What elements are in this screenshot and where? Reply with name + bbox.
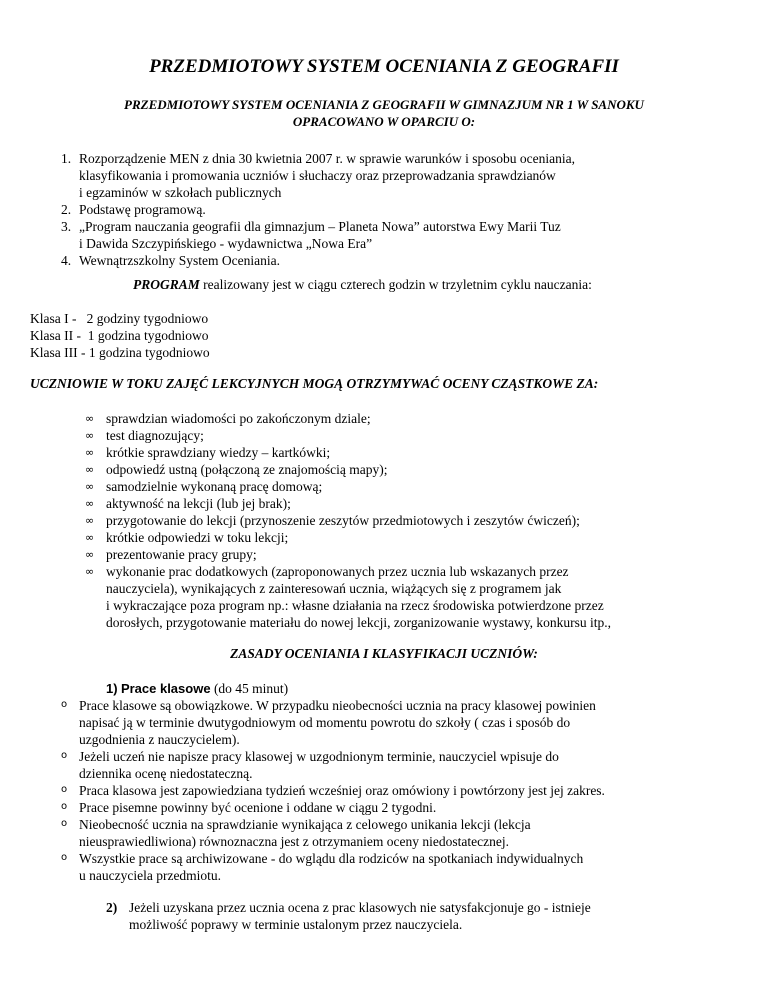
source-line: Wewnątrzszkolny System Oceniania. [79,253,280,268]
bullet-icon: ∞ [85,565,95,578]
grade-item: test diagnozujący; [106,428,204,443]
grade-item: aktywność na lekcji (lub jej brak); [106,496,291,511]
circle-bullet-icon: o [61,750,68,761]
grade-item: krótkie odpowiedzi w toku lekcji; [106,530,289,545]
rule-line: Praca klasowa jest zapowiedziana tydzień wcześniej oraz omówiony i powtórzony jest jej zakres. [79,783,605,798]
section-1-suffix: (do 45 minut) [210,681,289,696]
grade-item-continuation: dorosłych, przygotowanie materiału do nowej lekcji, zorganizowanie wystawy, konkursu itp., [106,615,611,630]
circle-bullet-icon: o [61,852,68,863]
rule-line: napisać ją w terminie dwutygodniowym od momentu powrotu do szkoły ( czas i sposób do [79,715,571,730]
class-hours-line: Klasa II - 1 godzina tygodniowo [30,328,209,343]
rules-heading: ZASADY OCENIANIA I KLASYFIKACJI UCZNIÓW: [230,646,538,661]
circle-bullet-icon: o [61,699,68,710]
grade-item: krótkie sprawdziany wiedzy – kartkówki; [106,445,331,460]
source-line: i egzaminów w szkołach publicznych [79,185,282,200]
section-2-line: możliwość poprawy w terminie ustalonym przez nauczyciela. [129,917,463,932]
source-line: Rozporządzenie MEN z dnia 30 kwietnia 2007 r. w sprawie warunków i sposobu oceniania, [79,151,575,166]
grade-item-continuation: i wykraczające poza program np.: własne działania na rzecz środowiska potwierdzone przez [106,598,604,613]
grade-item: wykonanie prac dodatkowych (zaproponowanych przez ucznia lub wskazanych przez [106,564,569,579]
source-number: 4. [61,253,72,268]
bullet-icon: ∞ [85,429,95,442]
bullet-icon: ∞ [85,480,95,493]
bullet-icon: ∞ [85,446,95,459]
rule-line: Prace pisemne powinny być ocenione i oddane w ciągu 2 tygodni. [79,800,437,815]
class-hours-line: Klasa I - 2 godziny tygodniowo [30,311,209,326]
source-line: „Program nauczania geografii dla gimnazjum – Planeta Nowa” autorstwa Ewy Marii Tuz [79,219,561,234]
rule-line: dziennika ocenę niedostateczną. [79,766,253,781]
document-title: PRZEDMIOTOWY SYSTEM OCENIANIA Z GEOGRAFII [149,56,619,77]
rule-line: Prace klasowe są obowiązkowe. W przypadku nieobecności ucznia na pracy klasowej powinien [79,698,596,713]
section-1-heading [106,680,288,697]
bullet-icon: ∞ [85,531,95,544]
bullet-icon: ∞ [85,548,95,561]
source-line: Podstawę programową. [79,202,206,217]
source-number: 3. [61,219,72,234]
circle-bullet-icon: o [61,801,68,812]
program-text: realizowany jest w ciągu czterech godzin w trzyletnim cyklu nauczania: [199,277,592,292]
circle-bullet-icon: o [61,784,68,795]
subtitle-line-1: PRZEDMIOTOWY SYSTEM OCENIANIA Z GEOGRAFII W GIMNAZJUM NR 1 W SANOKU [124,97,644,112]
rule-line: uzgodnienia z nauczycielem). [79,732,240,747]
section-1-label: Prace klasowe [120,681,211,696]
source-number: 2. [61,202,72,217]
rule-line: nieusprawiedliwiona) równoznaczna jest z otrzymaniem oceny niedostatecznej. [79,834,509,849]
source-number: 1. [61,151,72,166]
source-line: klasyfikowania i promowania uczniów i słuchaczy oraz przeprowadzania sprawdzianów [79,168,556,183]
grade-item: przygotowanie do lekcji (przynoszenie zeszytów przedmiotowych i zeszytów ćwiczeń); [106,513,580,528]
subtitle-line-2: OPRACOWANO W OPARCIU O: [292,114,476,129]
program-sentence [133,276,592,293]
grade-item: sprawdzian wiadomości po zakończonym dziale; [106,411,371,426]
rule-line: Wszystkie prace są archiwizowane - do wglądu dla rodziców na spotkaniach indywidualnych [79,851,584,866]
section-2-number: 2) [106,900,118,915]
bullet-icon: ∞ [85,497,95,510]
bullet-icon: ∞ [85,514,95,527]
rule-line: Nieobecność ucznia na sprawdzianie wynikająca z celowego unikania lekcji (lekcja [79,817,531,832]
bullet-icon: ∞ [85,412,95,425]
grade-item: prezentowanie pracy grupy; [106,547,257,562]
program-label: PROGRAM [133,277,200,292]
source-line: i Dawida Szczypińskiego - wydawnictwa „Nowa Era” [79,236,373,251]
bullet-icon: ∞ [85,463,95,476]
rule-line: Jeżeli uczeń nie napisze pracy klasowej w uzgodnionym terminie, nauczyciel wpisuje do [79,749,559,764]
grades-heading: UCZNIOWIE W TOKU ZAJĘĆ LEKCYJNYCH MOGĄ OTRZYMYWAĆ OCENY CZĄSTKOWE ZA: [30,376,599,391]
circle-bullet-icon: o [61,818,68,829]
class-hours-line: Klasa III - 1 godzina tygodniowo [30,345,210,360]
section-1-number: 1) [106,681,118,696]
rule-line: u nauczyciela przedmiotu. [79,868,222,883]
section-2-line: Jeżeli uzyskana przez ucznia ocena z prac klasowych nie satysfakcjonuje go - istnieje [129,900,591,915]
grade-item-continuation: nauczyciela), wynikających z zainteresowań ucznia, wiążących się z programem jak [106,581,562,596]
grade-item: odpowiedź ustną (połączoną ze znajomością mapy); [106,462,388,477]
grade-item: samodzielnie wykonaną pracę domową; [106,479,323,494]
